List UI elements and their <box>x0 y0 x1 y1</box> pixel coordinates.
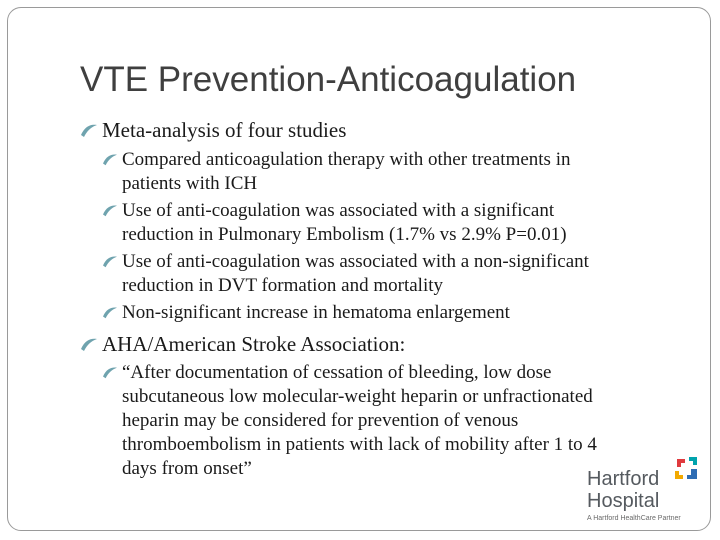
slide-title: VTE Prevention-Anticoagulation <box>80 60 577 99</box>
bullet-level2: Non-significant increase in hematoma enlargement <box>122 301 510 325</box>
logo-line1: Hartford <box>587 468 660 490</box>
logo-mark-icon <box>673 455 701 483</box>
bullet-level2: Use of anti-coagulation was associated with a significant <box>122 199 554 223</box>
bullet-level2: Use of anti-coagulation was associated with a non-significant <box>122 250 589 274</box>
bullet-level1: Meta-analysis of four studies <box>102 118 346 142</box>
bullet-continuation: reduction in DVT formation and mortality <box>122 275 443 296</box>
bullet-continuation: reduction in Pulmonary Embolism (1.7% vs 2.9% P=0.01) <box>122 224 567 245</box>
bullet-swoosh-icon <box>80 334 98 358</box>
logo-line2: Hospital <box>587 490 660 512</box>
bullet-level2: Compared anticoagulation therapy with other treatments in <box>122 148 570 172</box>
bullet-level1: AHA/American Stroke Association: <box>102 332 405 356</box>
bullet-swoosh-icon <box>102 150 118 174</box>
bullet-continuation: days from onset” <box>122 458 252 479</box>
bullet-swoosh-icon <box>102 252 118 276</box>
bullet-level2: “After documentation of cessation of bleeding, low dose <box>122 361 552 385</box>
bullet-swoosh-icon <box>102 363 118 387</box>
bullet-continuation: heparin may be considered for prevention of venous <box>122 410 519 431</box>
bullet-continuation: thromboembolism in patients with lack of mobility after 1 to 4 <box>122 434 597 455</box>
bullet-continuation: patients with ICH <box>122 173 258 194</box>
bullet-swoosh-icon <box>102 303 118 327</box>
bullet-continuation: subcutaneous low molecular-weight heparin or unfractionated <box>122 386 593 407</box>
logo-tagline: A Hartford HealthCare Partner <box>587 515 681 522</box>
bullet-swoosh-icon <box>102 201 118 225</box>
hartford-hospital-logo <box>585 455 705 527</box>
bullet-swoosh-icon <box>80 120 98 144</box>
